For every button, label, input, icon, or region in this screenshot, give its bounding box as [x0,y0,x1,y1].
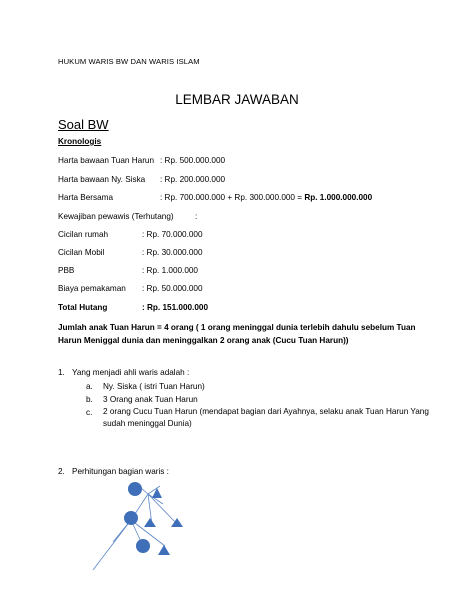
grandchild-triangle-node [158,545,170,555]
row-value: : Rp. 70.000.000 [142,230,203,239]
jumlah-anak-text: Jumlah anak Tuan Harun = 4 orang ( 1 orang meninggal dunia terlebih dahulu sebelum Tuan Harun Meniggal dunia dan meninggalkan 2 orang anak (Cucu Tuan Harun)) [58,323,416,345]
page-title: LEMBAR JAWABAN [175,92,299,107]
grandchild-circle-node [136,539,150,553]
tree-line [141,488,148,494]
row-label: Cicilan Mobil [58,248,105,257]
row-label: Biaya pemakaman [58,284,126,293]
list-letter: c. [86,408,93,417]
kronologis-heading: Kronologis [58,137,102,146]
section-title: Soal BW [58,117,109,132]
row-value: : Rp. 700.000.000 + Rp. 300.000.000 = Rp. 1.000.000.000 [160,193,373,202]
row-label: Harta bawaan Ny. Siska [58,175,146,184]
family-tree-diagram [85,480,205,580]
document-header: HUKUM WARIS BW DAN WARIS ISLAM [58,57,200,66]
list-number: 2. [58,467,65,476]
list-subitem: 2 orang Cucu Tuan Harun (mendapat bagian dari Ayahnya, selaku anak Tuan Harun Yang sudah meninggal Dunia) [103,407,429,428]
row-label: Kewajiban pewawis (Terhutang) [58,212,174,221]
row-value: : Rp. 1.000.000 [142,266,198,275]
list-number: 1. [58,368,65,377]
list-subitem: Ny. Siska ( istri Tuan Harun) [103,382,205,391]
list-letter: b. [86,395,93,404]
pewaris-triangle-node [152,488,162,498]
child-circle-node [124,511,138,525]
row-label: PBB [58,266,75,275]
row-value: : Rp. 30.000.000 [142,248,203,257]
child-triangle-node [144,518,156,527]
list-letter: a. [86,382,93,391]
total-value: : Rp. 151.000.000 [142,303,208,312]
row-value: : Rp. 50.000.000 [142,284,203,293]
list-subitem: 3 Orang anak Tuan Harun [103,395,198,404]
row-value: : Rp. 500.000.000 [160,156,226,165]
list-item: Perhitungan bagian waris : [72,467,169,476]
spouse-circle-node [128,482,142,496]
row-value-bold: Rp. 1.000.000.000 [304,193,373,202]
list-item: Yang menjadi ahli waris adalah : [72,368,190,377]
row-label: Harta bawaan Tuan Harun [58,156,155,165]
row-value: : Rp. 200.000.000 [160,175,226,184]
row-value: : [195,212,198,221]
row-label: Cicilan rumah [58,230,109,239]
tree-line [148,494,178,525]
row-label: Harta Bersama [58,193,114,202]
total-label: Total Hutang [58,303,108,312]
